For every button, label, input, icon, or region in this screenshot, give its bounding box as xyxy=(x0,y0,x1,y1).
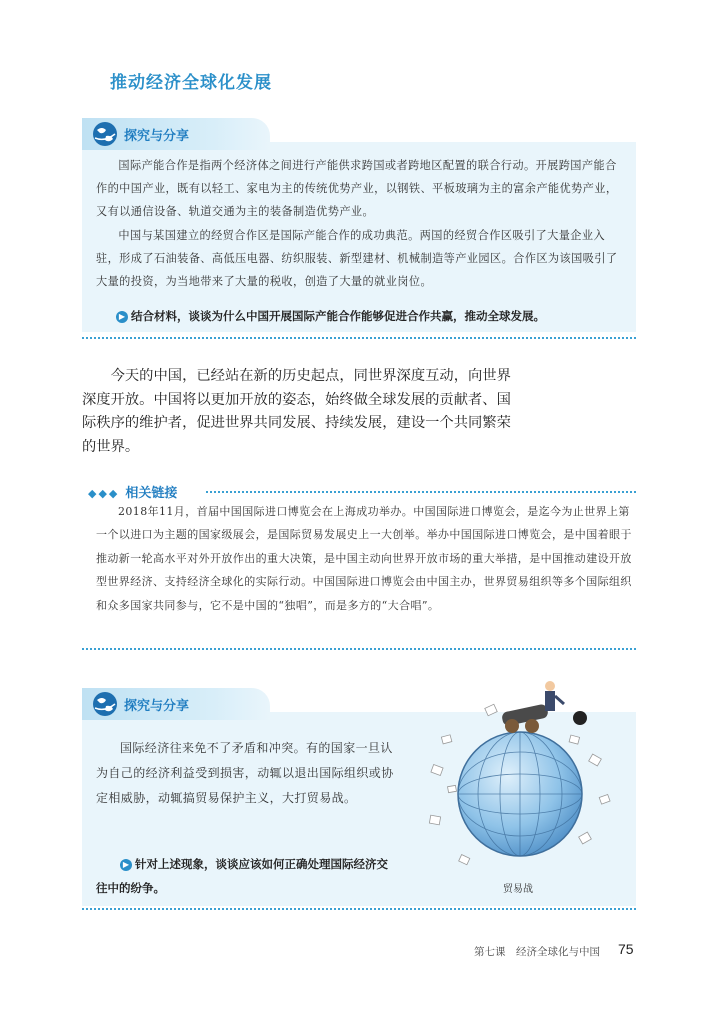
box2-prompt-text: 针对上述现象，谈谈应该如何正确处理国际经济交往中的纷争。 xyxy=(96,857,388,895)
globe-icon xyxy=(92,691,118,717)
explore-box-1-label: 探究与分享 xyxy=(124,129,190,144)
box1-prompt xyxy=(116,304,616,328)
page-number: 75 xyxy=(618,941,634,957)
main-paragraph: 今天的中国，已经站在新的历史起点，同世界深度互动，向世界深度开放。中国将以更加开放的姿态，始终做全球发展的贡献者、国际秩序的维护者，促进世界共同发展、持续发展，建设一个共同繁荣的世界。 xyxy=(82,368,511,455)
explore-box-1-tab xyxy=(82,118,270,150)
related-link-bottom-border xyxy=(82,648,636,650)
box1-prompt-text: 结合材料，谈谈为什么中国开展国际产能合作能够促进合作共赢，推动全球发展。 xyxy=(131,309,545,323)
diamond-icons: ◆◆◆ xyxy=(88,487,120,500)
box2-bottom-border xyxy=(82,908,636,910)
arrow-icon: ▶ xyxy=(120,859,132,871)
box1-paragraph-1: 国际产能合作是指两个经济体之间进行产能供求跨国或者跨地区配置的联合行动。开展跨国产能合作的中国产业，既有以轻工、家电为主的传统优势产业，以钢铁、平板玻璃为主的富余产能优势产业，又有以通信设备、轨道交通为主的装备制造优势产业。 xyxy=(96,159,618,218)
related-link-top-border xyxy=(206,491,636,493)
related-link-header xyxy=(88,482,177,501)
trade-war-illustration xyxy=(420,676,635,901)
explore-box-2-tab xyxy=(82,688,270,720)
box1-paragraph-2: 中国与某国建立的经贸合作区是国际产能合作的成功典范。两国的经贸合作区吸引了大量企业入驻，形成了石油装备、高低压电器、纺织服装、新型建材、机械制造等产业园区。合作区为该国吸引了大量的投资，为当地带来了大量的税收，创造了大量的就业岗位。 xyxy=(96,229,618,288)
related-link-label: 相关链接 xyxy=(125,486,178,501)
related-link-text: 2018年11月，首届中国国际进口博览会在上海成功举办。中国国际进口博览会，是迄今为止世界上第一个以进口为主题的国家级展会，是国际贸易发展史上一大创举。举办中国国际进口博览会，是中国着眼于推动新一轮高水平对外开放作出的重大决策，是中国主动向世界开放市场的重大举措，是中国推动建设开放型世界经济、支持经济全球化的实际行动。中国国际进口博览会由中国主办，世界贸易组织等多个国际组织和众多国家共同参与，它不是中国的“独唱”，而是多方的“大合唱”。 xyxy=(96,505,632,612)
box2-paragraph-1: 国际经济往来免不了矛盾和冲突。有的国家一旦认为自己的经济利益受到损害，动辄以退出国际组织或协定相威胁，动辄搞贸易保护主义，大打贸易战。 xyxy=(96,741,394,805)
explore-box-2-label: 探究与分享 xyxy=(124,699,190,714)
globe-icon xyxy=(92,121,118,147)
footer-lesson: 第七课 经济全球化与中国 xyxy=(474,946,600,958)
box1-bottom-border xyxy=(82,337,636,339)
illustration-caption: 贸易战 xyxy=(503,884,533,895)
box2-prompt xyxy=(96,852,396,900)
section-title: 推动经济全球化发展 xyxy=(110,73,272,93)
arrow-icon: ▶ xyxy=(116,311,128,323)
